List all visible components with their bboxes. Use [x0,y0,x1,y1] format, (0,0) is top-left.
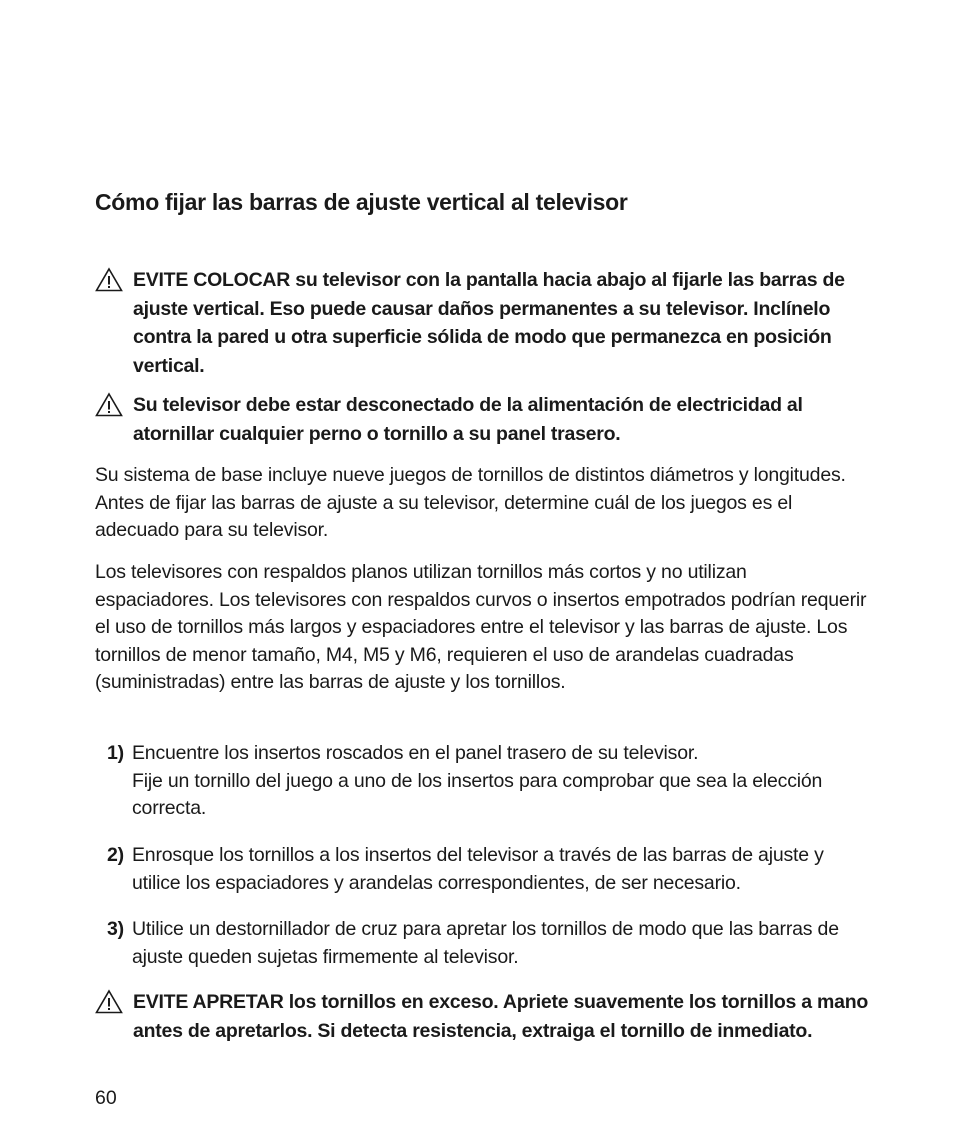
warning-block [95,266,885,380]
page-heading: Cómo fijar las barras de ajuste vertical al televisor [95,189,628,215]
body-paragraph: Los televisores con respaldos planos utilizan tornillos más cortos y no utilizan espaciadores. Los televisores con respaldos curvos o insertos empotrados podrían requerir el uso de tornillos más largos y espaciadores entre el televisor y las barras de ajuste. Los tornillos de menor tamaño, M4, M5 y M6, requieren el uso de arandelas cuadradas (suministradas) entre las barras de ajuste y los tornillos. [95,561,867,693]
warning-text: EVITE APRETAR los tornillos en exceso. Apriete suavemente los tornillos a mano antes de apretarlos. Si detecta resistencia, extraiga el tornillo de inmediato. [133,991,869,1042]
step-text [132,740,877,823]
warning-text: Su televisor debe estar desconectado de la alimentación de electricidad al atornillar cualquier perno o tornillo a su panel trasero. [133,394,803,445]
list-item [107,916,877,971]
body-paragraph: Su sistema de base incluye nueve juegos de tornillos de distintos diámetros y longitudes. Antes de fijar las barras de ajuste a su televisor, determine cuál de los juegos es el adecuado para su televisor. [95,464,846,541]
step-line: Encuentre los insertos roscados en el panel trasero de su televisor. [132,742,699,764]
warning-block [95,988,885,1045]
step-number: 2) [107,844,124,866]
page-number: 60 [95,1087,117,1109]
warning-triangle-icon [95,391,133,418]
warning-block [95,391,885,448]
list-item [107,842,877,897]
list-item [107,740,877,823]
step-text: Enrosque los tornillos a los insertos del televisor a través de las barras de ajuste y utilice los espaciadores y arandelas correspondientes, de ser necesario. [132,844,824,894]
step-number: 3) [107,918,124,940]
step-text: Utilice un destornillador de cruz para apretar los tornillos de modo que las barras de ajuste queden sujetas firmemente al televisor. [132,918,839,968]
step-line: Fije un tornillo del juego a uno de los insertos para comprobar que sea la elección correcta. [132,769,823,819]
warning-triangle-icon [95,266,133,293]
step-number: 1) [107,742,124,764]
warning-triangle-icon [95,988,133,1015]
warning-text: EVITE COLOCAR su televisor con la pantalla hacia abajo al fijarle las barras de ajuste vertical. Eso puede causar daños permanentes a su televisor. Inclínelo contra la pared u otra superficie sólida de modo que permanezca en posición vertical. [133,269,845,377]
